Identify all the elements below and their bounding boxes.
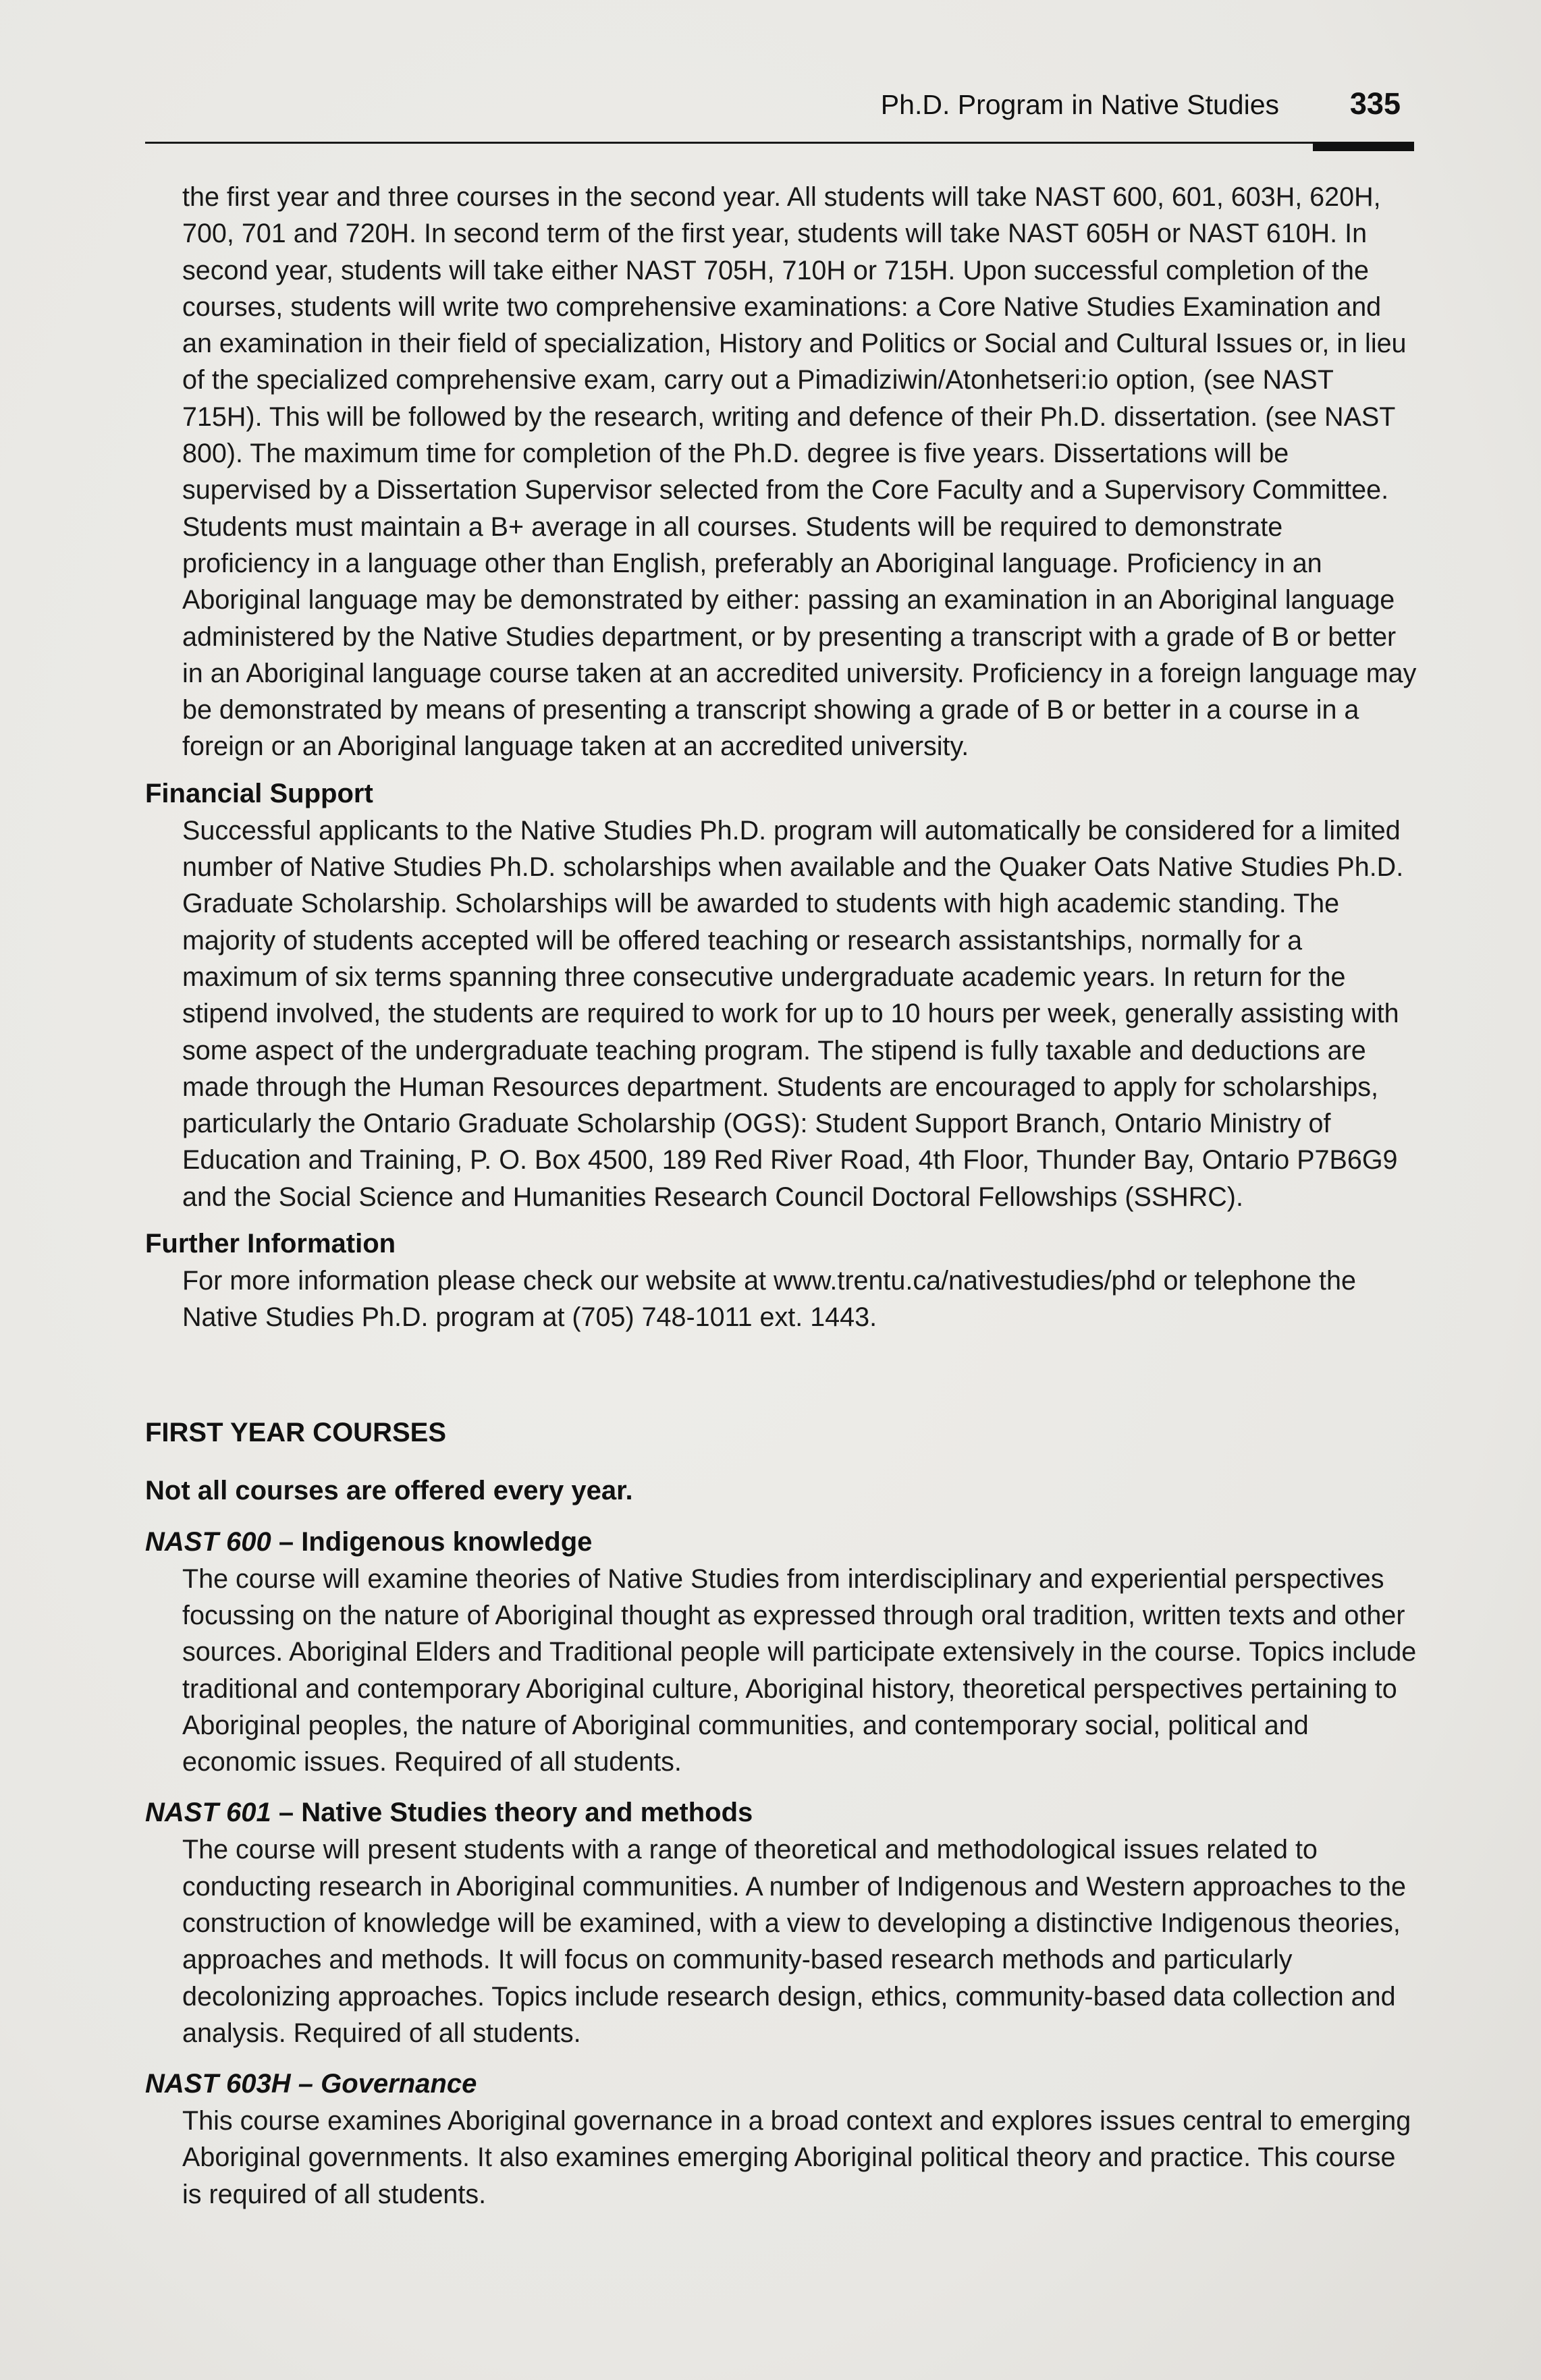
further-information-text: For more information please check our website at www.trentu.ca/nativestudies/phd or telephone the Native Studies Ph.D. program at (705) 748-1011 ext. 1443. xyxy=(182,1266,1356,1333)
course-code: NAST 600 xyxy=(145,1526,271,1557)
page-content xyxy=(145,179,1417,2213)
course-separator: – xyxy=(271,1798,302,1828)
further-information-heading: Further Information xyxy=(145,1229,396,1259)
course-description: The course will present students with a range of theoretical and methodological issues related to conducting research in Aboriginal communities. A number of Indigenous and Western approaches to the construction of knowledge will be examined, with a view to developing a distinctive Indigenous theories, approaches and methods. It will focus on community-based research methods and particularly decolonizing approaches. Topics include research design, ethics, community-based data collection and analysis. Required of all students. xyxy=(182,1835,1406,2048)
financial-support-text: Successful applicants to the Native Studies Ph.D. program will automatically be considered for a limited number of Native Studies Ph.D. scholarships when available and the Quaker Oats Native Studies Ph.D. Graduate Scholarship. Scholarships will be awarded to students with high academic standing. The majority of students accepted will be offered teaching or research assistantships, normally for a maximum of six terms spanning three consecutive undergraduate academic years. In return for the stipend involved, the students are required to work for up to 10 hours per week, generally assisting with some aspect of the undergraduate teaching program. The stipend is fully taxable and deductions are made through the Human Resources department. Students are encouraged to apply for scholarships, particularly the Ontario Graduate Scholarship (OGS): Student Support Branch, Ontario Ministry of Education and Training, P. O. Box 4500, 189 Red River Road, 4th Floor, Thunder Bay, Ontario P7B6G9 and the Social Science and Humanities Research Council Doctoral Fellowships (SSHRC). xyxy=(182,815,1404,1212)
course-name: Indigenous knowledge xyxy=(301,1526,593,1557)
first-year-courses-heading: FIRST YEAR COURSES xyxy=(145,1417,446,1447)
course-name: Governance xyxy=(321,2069,477,2099)
course-title xyxy=(145,1523,1417,1561)
course-separator: – xyxy=(290,2069,321,2099)
header-rule-accent xyxy=(1313,142,1414,151)
course-entry xyxy=(145,2065,1417,2213)
course-title xyxy=(145,1794,1417,1831)
course-description: This course examines Aboriginal governance in a broad context and explores issues central to emerging Aboriginal governments. It also examines emerging Aboriginal political theory and practice. This course is required of all students. xyxy=(182,2106,1411,2209)
course-separator: – xyxy=(271,1526,302,1557)
course-entry xyxy=(145,1523,1417,1781)
running-title: Ph.D. Program in Native Studies xyxy=(880,89,1279,120)
running-header xyxy=(145,81,1414,144)
courses-availability-note: Not all courses are offered every year. xyxy=(145,1475,633,1505)
course-name: Native Studies theory and methods xyxy=(301,1798,753,1828)
course-description: The course will examine theories of Native Studies from interdisciplinary and experiential perspectives focussing on the nature of Aboriginal thought as expressed through oral tradition, written texts and other sources. Aboriginal Elders and Traditional people will participate extensively in the course. Topics include traditional and contemporary Aboriginal culture, Aboriginal history, theoretical perspectives pertaining to Aboriginal peoples, the nature of Aboriginal communities, and contemporary social, political and economic issues. Required of all students. xyxy=(182,1563,1417,1777)
course-title xyxy=(145,2065,1417,2103)
course-code: NAST 603H xyxy=(145,2069,291,2099)
course-code: NAST 601 xyxy=(145,1798,271,1828)
intro-paragraph: the first year and three courses in the second year. All students will take NAST 600, 601, 603H, 620H, 700, 701 and 720H. In second term of the first year, students will take NAST 605H or NAST 610H. In second year, students will take either NAST 705H, 710H or 715H. Upon successful completion of the courses, students will write two comprehensive examinations: a Core Native Studies Examination and an examination in their field of specialization, History and Politics or Social and Cultural Issues or, in lieu of the specialized comprehensive exam, carry out a Pimadiziwin/Atonhetseri:io option, (see NAST 715H). This will be followed by the research, writing and defence of their Ph.D. dissertation. (see NAST 800). The maximum time for completion of the Ph.D. degree is five years. Dissertations will be supervised by a Dissertation Supervisor selected from the Core Faculty and a Supervisory Committee. Students must maintain a B+ average in all courses. Students will be required to demonstrate proficiency in a language other than English, preferably an Aboriginal language. Proficiency in an Aboriginal language may be demonstrated by either: passing an examination in an Aboriginal language administered by the Native Studies department, or by presenting a transcript with a grade of B or better in an Aboriginal language course taken at an accredited university. Proficiency in a foreign language may be demonstrated by means of presenting a transcript showing a grade of B or better in a course in a foreign or an Aboriginal language taken at an accredited university. xyxy=(182,182,1417,762)
financial-support-heading: Financial Support xyxy=(145,778,373,808)
page-number: 335 xyxy=(1349,86,1401,121)
course-entry xyxy=(145,1794,1417,2051)
